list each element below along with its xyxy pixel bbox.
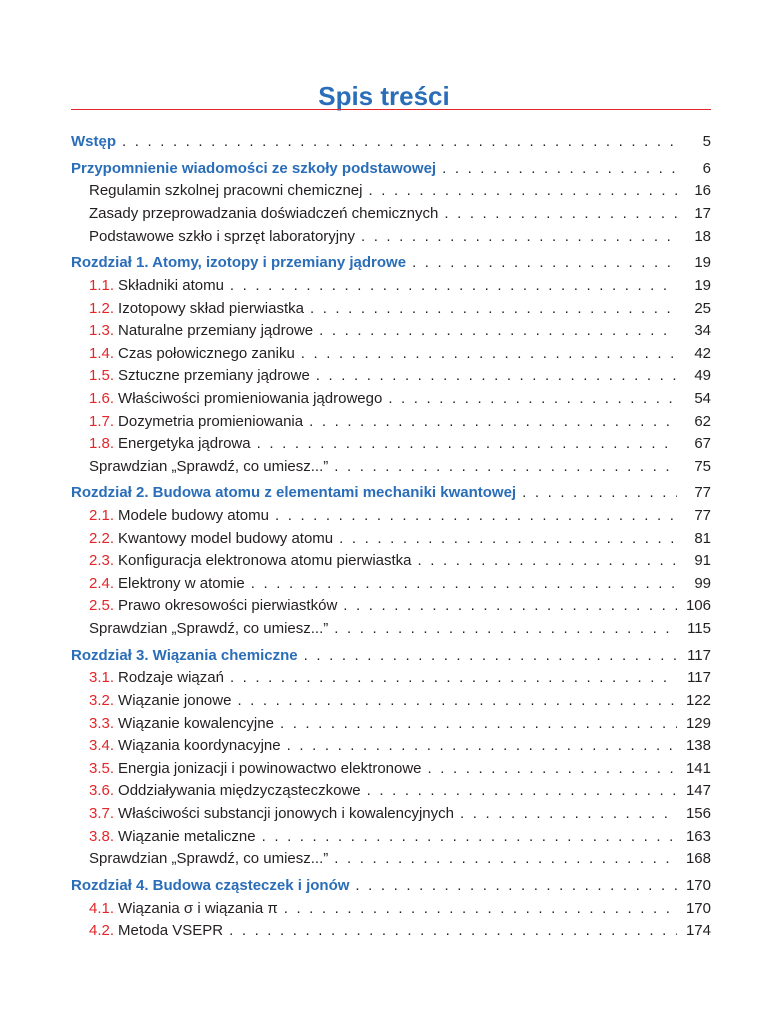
toc-entry[interactable] xyxy=(71,203,711,226)
dot-leader xyxy=(262,826,677,849)
toc-entry-label: Konfiguracja elektronowa atomu pierwiastka xyxy=(118,552,412,570)
toc-entry-number: 4.2. xyxy=(89,922,115,940)
toc-entry[interactable] xyxy=(71,803,711,826)
toc-entry-label: Zasady przeprowadzania doświadczeń chemicznych xyxy=(89,204,439,222)
dot-leader xyxy=(444,203,677,226)
toc-entry-label: Metoda VSEPR xyxy=(118,922,224,940)
dot-leader xyxy=(522,482,677,505)
toc-entry-label: Prawo okresowości pierwiastków xyxy=(118,597,338,615)
toc-entry-number: 4.1. xyxy=(89,899,115,917)
toc-entry-number: 1.6. xyxy=(89,389,115,407)
table-of-contents xyxy=(71,131,711,943)
page-title: Spis treści xyxy=(318,81,450,111)
toc-entry-page-number: 77 xyxy=(694,507,711,525)
toc-entry[interactable] xyxy=(71,758,711,781)
toc-entry-label: Wiązanie kowalencyjne xyxy=(118,714,274,732)
dot-leader xyxy=(418,550,677,573)
dot-leader xyxy=(237,690,677,713)
dot-leader xyxy=(122,131,677,154)
dot-leader xyxy=(367,780,677,803)
toc-entry-label: Rozdział 4. Budowa cząsteczek i jonów xyxy=(71,876,350,894)
toc-entry-page-number: 77 xyxy=(694,484,711,502)
toc-entry-number: 3.6. xyxy=(89,782,115,800)
toc-entry-page-number: 25 xyxy=(694,299,711,317)
toc-entry-page-number: 17 xyxy=(694,204,711,222)
toc-entry-number: 3.5. xyxy=(89,759,115,777)
toc-entry[interactable] xyxy=(71,456,711,479)
toc-entry[interactable] xyxy=(71,320,711,343)
toc-entry-label: Sztuczne przemiany jądrowe xyxy=(118,367,310,385)
toc-entry-number: 1.3. xyxy=(89,322,115,340)
toc-entry-label: Rozdział 1. Atomy, izotopy i przemiany jądrowe xyxy=(71,254,407,272)
dot-leader xyxy=(361,226,677,249)
toc-entry-page-number: 156 xyxy=(685,804,711,822)
toc-entry-label: Modele budowy atomu xyxy=(118,507,269,525)
toc-entry-label: Sprawdzian „Sprawdź, co umiesz...” xyxy=(89,620,329,638)
dot-leader xyxy=(230,667,677,690)
dot-leader xyxy=(310,298,677,321)
toc-entry-label: Regulamin szkolnej pracowni chemicznej xyxy=(89,182,363,200)
toc-entry-page-number: 62 xyxy=(694,412,711,430)
toc-section-entry[interactable] xyxy=(71,482,711,505)
toc-entry-number: 1.2. xyxy=(89,299,115,317)
toc-entry-number: 1.8. xyxy=(89,435,115,453)
toc-entry-label: Oddziaływania międzycząsteczkowe xyxy=(118,782,361,800)
toc-section-entry[interactable] xyxy=(71,131,711,154)
dot-leader xyxy=(334,456,677,479)
toc-entry-page-number: 42 xyxy=(694,344,711,362)
toc-entry-page-number: 106 xyxy=(685,597,711,615)
dot-leader xyxy=(251,573,677,596)
dot-leader xyxy=(428,758,677,781)
toc-entry[interactable] xyxy=(71,667,711,690)
toc-entry-number: 3.2. xyxy=(89,692,115,709)
toc-entry-label: Energia jonizacji i powinowactwo elektronowe xyxy=(118,759,422,777)
toc-entry-number: 3.8. xyxy=(89,827,115,845)
toc-entry-label: Wiązania σ i wiązania π xyxy=(118,899,278,917)
toc-entry-page-number: 122 xyxy=(685,692,711,709)
toc-entry-label: Rodzaje wiązań xyxy=(118,669,224,687)
toc-entry-label: Właściwości promieniowania jądrowego xyxy=(118,389,383,407)
dot-leader xyxy=(257,433,677,456)
dot-leader xyxy=(460,803,677,826)
toc-entry[interactable] xyxy=(71,573,711,596)
toc-entry-label: Podstawowe szkło i sprzęt laboratoryjny xyxy=(89,227,355,245)
toc-entry-page-number: 115 xyxy=(687,620,711,638)
dot-leader xyxy=(388,388,677,411)
toc-entry-label: Sprawdzian „Sprawdź, co umiesz...” xyxy=(89,457,329,475)
toc-entry-page-number: 168 xyxy=(685,850,711,868)
toc-entry-label: Rozdział 3. Wiązania chemiczne xyxy=(71,646,298,664)
toc-entry-page-number: 5 xyxy=(702,133,711,150)
toc-section-entry[interactable] xyxy=(71,645,711,668)
toc-entry-page-number: 54 xyxy=(694,389,711,407)
toc-section-entry[interactable] xyxy=(71,158,711,181)
dot-leader xyxy=(301,343,677,366)
dot-leader xyxy=(229,920,677,943)
toc-entry-number: 2.5. xyxy=(89,597,115,615)
dot-leader xyxy=(280,713,677,736)
dot-leader xyxy=(334,618,677,641)
toc-entry[interactable] xyxy=(71,505,711,528)
toc-entry[interactable] xyxy=(71,388,711,411)
toc-entry[interactable] xyxy=(71,365,711,388)
toc-entry-page-number: 49 xyxy=(694,367,711,385)
toc-entry-page-number: 34 xyxy=(694,322,711,340)
toc-entry-page-number: 75 xyxy=(694,457,711,475)
toc-entry-page-number: 129 xyxy=(685,714,711,732)
toc-entry-label: Przypomnienie wiadomości ze szkoły podstawowej xyxy=(71,159,437,177)
toc-entry-label: Energetyka jądrowa xyxy=(118,435,251,453)
toc-entry[interactable] xyxy=(71,433,711,456)
toc-entry[interactable] xyxy=(71,920,711,943)
toc-entry[interactable] xyxy=(71,411,711,434)
toc-entry-number: 3.7. xyxy=(89,804,115,822)
toc-entry-page-number: 170 xyxy=(685,899,711,917)
dot-leader xyxy=(368,180,677,203)
toc-entry-page-number: 6 xyxy=(702,159,711,177)
dot-leader xyxy=(275,505,677,528)
toc-entry-label: Wiązania koordynacyjne xyxy=(118,737,281,755)
toc-entry[interactable] xyxy=(71,713,711,736)
dot-leader xyxy=(284,898,677,921)
toc-entry[interactable] xyxy=(71,226,711,249)
toc-entry-page-number: 117 xyxy=(687,646,711,664)
toc-entry-page-number: 170 xyxy=(685,876,711,894)
toc-entry-page-number: 19 xyxy=(694,276,711,294)
toc-entry-number: 3.1. xyxy=(89,669,115,687)
toc-entry[interactable] xyxy=(71,528,711,551)
toc-entry-page-number: 138 xyxy=(685,737,711,755)
toc-entry[interactable] xyxy=(71,780,711,803)
dot-leader xyxy=(442,158,677,181)
toc-entry-label: Wstęp xyxy=(71,133,116,150)
toc-entry-label: Izotopowy skład pierwiastka xyxy=(118,299,304,317)
toc-section-entry[interactable] xyxy=(71,875,711,898)
toc-entry-number: 2.4. xyxy=(89,574,115,592)
toc-entry-number: 1.4. xyxy=(89,344,115,362)
toc-entry-label: Rozdział 2. Budowa atomu z elementami mechaniki kwantowej xyxy=(71,484,517,502)
toc-entry[interactable] xyxy=(71,735,711,758)
toc-entry-page-number: 19 xyxy=(694,254,711,272)
toc-entry-number: 1.7. xyxy=(89,412,115,430)
toc-entry-number: 2.1. xyxy=(89,507,115,525)
toc-entry[interactable] xyxy=(71,690,711,713)
toc-entry-label: Elektrony w atomie xyxy=(118,574,245,592)
dot-leader xyxy=(343,595,677,618)
dot-leader xyxy=(319,320,677,343)
toc-entry-label: Właściwości substancji jonowych i kowalencyjnych xyxy=(118,804,454,822)
toc-entry[interactable] xyxy=(71,898,711,921)
dot-leader xyxy=(355,875,677,898)
toc-entry-label: Naturalne przemiany jądrowe xyxy=(118,322,314,340)
toc-entry-number: 1.1. xyxy=(89,276,115,294)
title-divider xyxy=(71,109,711,110)
toc-entry-page-number: 18 xyxy=(694,227,711,245)
toc-entry[interactable] xyxy=(71,343,711,366)
toc-entry-number: 3.4. xyxy=(89,737,115,755)
toc-entry[interactable] xyxy=(71,848,711,871)
toc-entry[interactable] xyxy=(71,595,711,618)
toc-entry-number: 1.5. xyxy=(89,367,115,385)
toc-entry-page-number: 99 xyxy=(694,574,711,592)
toc-entry-label: Sprawdzian „Sprawdź, co umiesz...” xyxy=(89,850,329,868)
dot-leader xyxy=(412,252,677,275)
toc-entry-label: Wiązanie metaliczne xyxy=(118,827,256,845)
dot-leader xyxy=(287,735,677,758)
toc-entry-page-number: 81 xyxy=(694,529,711,547)
toc-entry-number: 3.3. xyxy=(89,714,115,732)
toc-entry[interactable] xyxy=(71,618,711,641)
toc-entry-page-number: 67 xyxy=(694,435,711,453)
toc-entry-page-number: 117 xyxy=(687,669,711,687)
toc-entry-label: Wiązanie jonowe xyxy=(118,692,232,709)
toc-entry-page-number: 141 xyxy=(685,759,711,777)
toc-entry-number: 2.2. xyxy=(89,529,115,547)
toc-entry[interactable] xyxy=(71,550,711,573)
toc-entry-number: 2.3. xyxy=(89,552,115,570)
toc-entry-page-number: 174 xyxy=(685,922,711,940)
toc-section-entry[interactable] xyxy=(71,252,711,275)
toc-entry-label: Czas połowicznego zaniku xyxy=(118,344,295,362)
toc-entry-page-number: 91 xyxy=(694,552,711,570)
toc-entry-page-number: 147 xyxy=(685,782,711,800)
toc-entry[interactable] xyxy=(71,180,711,203)
toc-entry-label: Dozymetria promieniowania xyxy=(118,412,304,430)
toc-entry-label: Kwantowy model budowy atomu xyxy=(118,529,334,547)
toc-entry-label: Składniki atomu xyxy=(118,276,224,294)
toc-entry-page-number: 163 xyxy=(685,827,711,845)
dot-leader xyxy=(304,645,677,668)
toc-entry[interactable] xyxy=(71,275,711,298)
toc-entry[interactable] xyxy=(71,826,711,849)
dot-leader xyxy=(334,848,677,871)
toc-entry[interactable] xyxy=(71,298,711,321)
toc-entry-page-number: 16 xyxy=(694,182,711,200)
dot-leader xyxy=(316,365,677,388)
dot-leader xyxy=(230,275,677,298)
dot-leader xyxy=(309,411,677,434)
dot-leader xyxy=(339,528,677,551)
